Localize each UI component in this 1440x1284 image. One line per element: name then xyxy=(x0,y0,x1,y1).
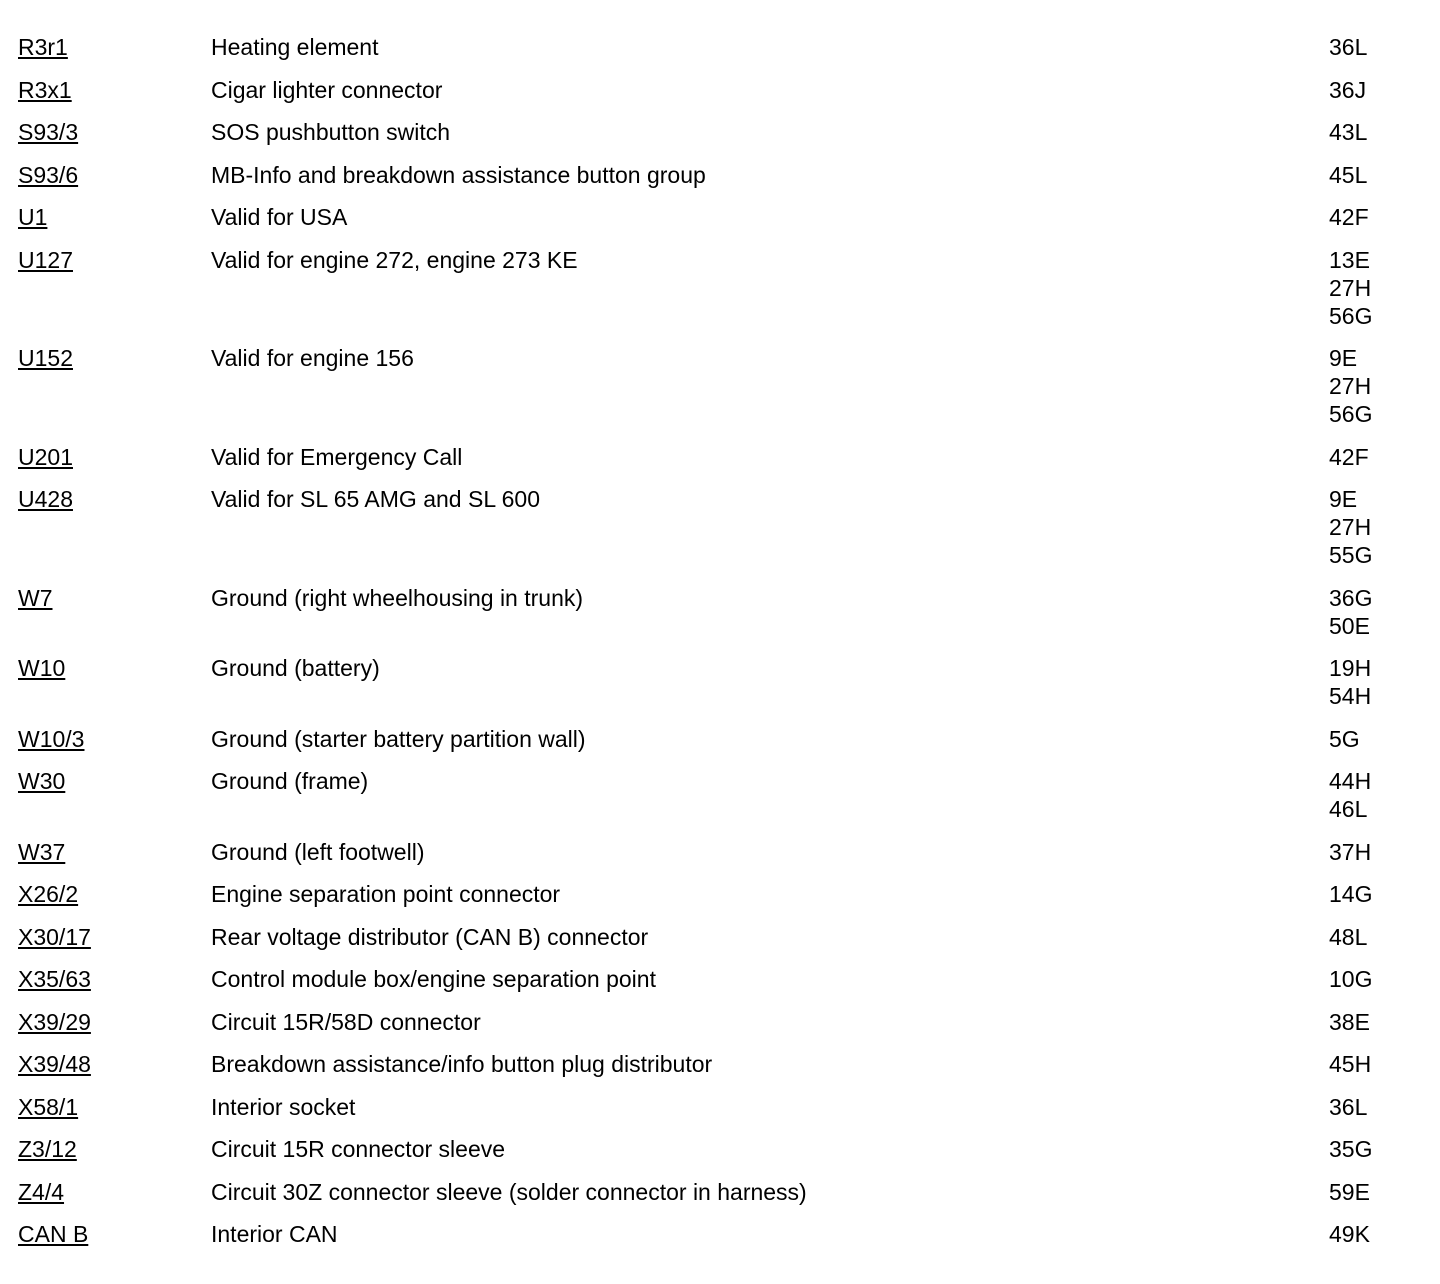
grid-location-list xyxy=(1329,1135,1372,1163)
component-description: Ground (left footwell) xyxy=(211,838,425,865)
legend-row xyxy=(0,923,1440,966)
legend-row xyxy=(0,1050,1440,1093)
legend-row xyxy=(0,725,1440,768)
component-code-link[interactable]: U127 xyxy=(18,246,73,273)
grid-location: 27H xyxy=(1329,373,1372,399)
grid-location-list xyxy=(1329,443,1369,471)
grid-location: 59E xyxy=(1329,1178,1370,1205)
legend-row xyxy=(0,1135,1440,1178)
grid-location: 37H xyxy=(1329,838,1372,865)
component-legend-list xyxy=(0,33,1440,1263)
grid-location: 5G xyxy=(1329,725,1360,752)
component-code-link[interactable]: W37 xyxy=(18,838,66,865)
legend-row xyxy=(0,1093,1440,1136)
grid-location: 42F xyxy=(1329,204,1369,230)
component-description: Interior socket xyxy=(211,1093,356,1120)
legend-row xyxy=(0,203,1440,246)
grid-location: 55G xyxy=(1329,542,1373,568)
component-code-link[interactable]: Z4/4 xyxy=(18,1178,65,1205)
grid-location-list xyxy=(1329,161,1367,189)
grid-location: 42F xyxy=(1329,443,1369,470)
grid-location: 38E xyxy=(1329,1008,1370,1035)
component-code-link[interactable]: X39/29 xyxy=(18,1008,91,1035)
component-description: SOS pushbutton switch xyxy=(211,119,451,145)
grid-location-list xyxy=(1329,880,1372,908)
grid-location-list xyxy=(1329,1178,1370,1206)
grid-location-list xyxy=(1329,344,1372,428)
grid-location-list xyxy=(1329,1050,1371,1078)
grid-location-list xyxy=(1329,203,1369,231)
legend-row xyxy=(0,1220,1440,1263)
grid-location: 45L xyxy=(1329,161,1368,188)
grid-location: 56G xyxy=(1329,401,1373,427)
legend-row xyxy=(0,965,1440,1008)
component-description: Valid for Emergency Call xyxy=(211,443,463,470)
grid-location-list xyxy=(1329,246,1372,330)
component-code-link[interactable]: W10 xyxy=(18,655,66,681)
grid-location-list xyxy=(1329,838,1371,866)
component-description: Engine separation point connector xyxy=(211,881,561,907)
component-code-link[interactable]: W30 xyxy=(18,768,66,794)
grid-location: 36J xyxy=(1329,76,1367,103)
grid-location-list xyxy=(1329,1008,1370,1036)
grid-location: 19H xyxy=(1329,655,1372,681)
grid-location-list xyxy=(1329,33,1367,61)
legend-row xyxy=(0,880,1440,923)
legend-row xyxy=(0,1178,1440,1221)
grid-location: 14G xyxy=(1329,881,1373,907)
component-description: Heating element xyxy=(211,34,379,60)
component-description: MB-Info and breakdown assistance button group xyxy=(211,161,706,188)
component-code-link[interactable]: W10/3 xyxy=(18,725,85,752)
component-code-link[interactable]: U152 xyxy=(18,345,73,371)
grid-location: 35G xyxy=(1329,1136,1373,1162)
component-description: Cigar lighter connector xyxy=(211,76,443,103)
grid-location: 36L xyxy=(1329,1093,1368,1120)
grid-location: 9E xyxy=(1329,345,1358,371)
grid-location-list xyxy=(1329,654,1371,710)
grid-location-list xyxy=(1329,1220,1370,1248)
legend-row xyxy=(0,1008,1440,1051)
legend-row xyxy=(0,76,1440,119)
grid-location: 44H xyxy=(1329,768,1372,794)
component-code-link[interactable]: X58/1 xyxy=(18,1093,79,1120)
legend-row xyxy=(0,485,1440,584)
grid-location-list xyxy=(1329,118,1367,146)
component-description: Valid for USA xyxy=(211,204,348,230)
grid-location: 50E xyxy=(1329,612,1370,639)
component-description: Interior CAN xyxy=(211,1221,338,1247)
grid-location-list xyxy=(1329,76,1366,104)
component-description: Valid for engine 156 xyxy=(211,345,414,371)
grid-location: 45H xyxy=(1329,1051,1372,1077)
legend-row xyxy=(0,33,1440,76)
component-description: Ground (starter battery partition wall) xyxy=(211,725,586,752)
component-code-link[interactable]: S93/3 xyxy=(18,119,79,145)
grid-location-list xyxy=(1329,965,1372,993)
legend-row xyxy=(0,161,1440,204)
component-code-link[interactable]: U428 xyxy=(18,486,73,512)
grid-location: 27H xyxy=(1329,274,1372,301)
grid-location: 9E xyxy=(1329,486,1358,512)
legend-row xyxy=(0,767,1440,838)
grid-location: 46L xyxy=(1329,796,1368,822)
component-code-link[interactable]: X39/48 xyxy=(18,1051,91,1077)
legend-row xyxy=(0,118,1440,161)
grid-location: 36G xyxy=(1329,584,1373,611)
legend-row xyxy=(0,584,1440,655)
legend-row xyxy=(0,654,1440,725)
grid-location-list xyxy=(1329,725,1360,753)
legend-row xyxy=(0,344,1440,443)
component-code-link[interactable]: W7 xyxy=(18,584,53,611)
grid-location: 56G xyxy=(1329,302,1373,329)
component-description: Ground (frame) xyxy=(211,768,369,794)
component-code-link[interactable]: X30/17 xyxy=(18,923,91,950)
legend-row xyxy=(0,246,1440,345)
component-description: Breakdown assistance/info button plug distributor xyxy=(211,1051,713,1077)
grid-location: 49K xyxy=(1329,1221,1370,1247)
grid-location-list xyxy=(1329,485,1372,569)
legend-row xyxy=(0,443,1440,486)
legend-row xyxy=(0,838,1440,881)
component-code-link[interactable]: X35/63 xyxy=(18,966,91,992)
component-description: Circuit 30Z connector sleeve (solder connector in harness) xyxy=(211,1178,807,1205)
component-description: Circuit 15R/58D connector xyxy=(211,1008,481,1035)
component-description: Rear voltage distributor (CAN B) connector xyxy=(211,923,649,950)
grid-location: 10G xyxy=(1329,966,1373,992)
grid-location: 36L xyxy=(1329,34,1368,60)
grid-location: 13E xyxy=(1329,246,1370,273)
component-code-link[interactable]: S93/6 xyxy=(18,161,79,188)
grid-location: 27H xyxy=(1329,514,1372,540)
component-description: Circuit 15R connector sleeve xyxy=(211,1136,506,1162)
component-description: Valid for engine 272, engine 273 KE xyxy=(211,246,578,273)
component-code-link[interactable]: R3x1 xyxy=(18,76,72,103)
grid-location: 48L xyxy=(1329,923,1368,950)
component-code-link[interactable]: R3r1 xyxy=(18,34,68,60)
component-description: Control module box/engine separation point xyxy=(211,966,656,992)
grid-location-list xyxy=(1329,767,1371,823)
grid-location: 43L xyxy=(1329,119,1368,145)
grid-location-list xyxy=(1329,923,1367,951)
component-code-link[interactable]: Z3/12 xyxy=(18,1136,77,1162)
component-description: Ground (battery) xyxy=(211,655,380,681)
grid-location: 54H xyxy=(1329,683,1372,709)
grid-location-list xyxy=(1329,1093,1367,1121)
component-description: Ground (right wheelhousing in trunk) xyxy=(211,584,584,611)
component-description: Valid for SL 65 AMG and SL 600 xyxy=(211,486,541,512)
component-code-link[interactable]: U1 xyxy=(18,204,48,230)
component-code-link[interactable]: X26/2 xyxy=(18,881,79,907)
component-code-link[interactable]: CAN B xyxy=(18,1221,89,1247)
grid-location-list xyxy=(1329,584,1372,640)
component-code-link[interactable]: U201 xyxy=(18,443,73,470)
